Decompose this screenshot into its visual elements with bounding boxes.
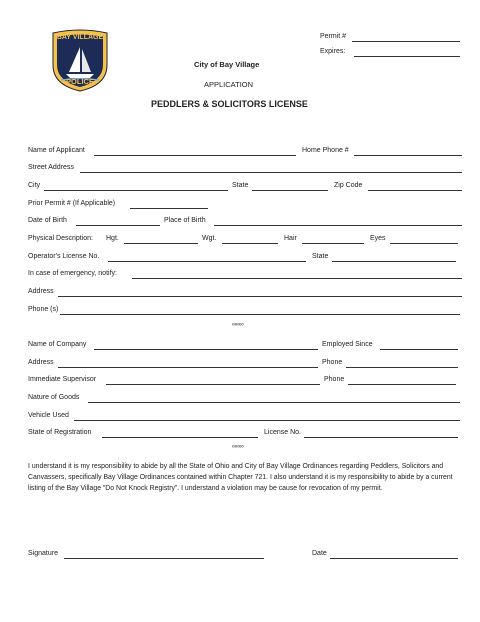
operators-license-input[interactable] [108,261,306,262]
city-title: City of Bay Village [194,60,260,69]
emergency-input[interactable] [132,278,462,279]
emergency-phone-input[interactable] [60,314,460,315]
home-phone-label: Home Phone # [302,147,349,154]
hair-label: Hair [284,235,297,242]
prior-permit-label: Prior Permit # (If Applicable) [28,200,116,207]
logo-top-text: BAY VILLAGE [56,34,104,41]
applicant-name-label: Name of Applicant [28,147,85,154]
state-input[interactable] [252,190,328,191]
police-badge-logo [49,29,111,93]
permit-label: Permit # [320,33,347,40]
street-address-label: Street Address [28,164,74,171]
registration-state-label: State of Registration [28,429,92,436]
state-label: State [232,182,249,189]
license-state-label: State [312,253,329,260]
eyes-label: Eyes [370,235,386,242]
vehicle-used-input[interactable] [74,420,460,421]
company-name-input[interactable] [94,349,318,350]
emergency-phone-label: Phone (s) [28,306,59,313]
home-phone-input[interactable] [354,155,462,156]
supervisor-label: Immediate Supervisor [28,376,97,383]
emergency-address-label: Address [28,288,54,295]
employed-since-label: Employed Since [322,341,373,348]
logo-bottom-text: POLICE [66,77,94,86]
nature-of-goods-label: Nature of Goods [28,394,80,401]
wgt-label: Wgt. [202,235,217,242]
hgt-input[interactable] [124,243,198,244]
wgt-input[interactable] [222,243,278,244]
supervisor-input[interactable] [106,384,320,385]
company-address-label: Address [28,359,54,366]
zip-input[interactable] [368,190,462,191]
section-separator: ∞∞∞ [232,444,244,450]
permit-input[interactable] [352,41,460,42]
supervisor-phone-input[interactable] [348,384,456,385]
responsibility-statement: I understand it is my responsibility to abide by all the State of Ohio and City of Bay Village Ordinances regarding Peddlers, Solicitors and Canvassers, specifically Bay Village Ordinances contained within Chapter 721. I also understand it is my responsibility to abide by a current listing of the Bay Village “Do Not Knock Registry”. I understand a violation may be cause for revocation of my permit. [28,463,453,493]
signature-label: Signature [28,550,58,557]
employed-since-input[interactable] [380,349,458,350]
license-no-label: License No. [264,429,301,436]
company-phone-input[interactable] [346,367,458,368]
physical-description-label: Physical Description: [28,235,93,242]
date-label: Date [312,550,327,557]
company-address-input[interactable] [58,367,318,368]
company-name-label: Name of Company [28,341,87,348]
emergency-address-input[interactable] [58,296,462,297]
place-of-birth-input[interactable] [214,225,462,226]
date-input[interactable] [330,558,458,559]
dob-input[interactable] [76,225,160,226]
city-input[interactable] [44,190,228,191]
supervisor-phone-label: Phone [324,376,345,383]
nature-of-goods-input[interactable] [88,402,460,403]
hgt-label: Hgt. [106,235,119,242]
expires-input[interactable] [354,56,460,57]
application-title: APPLICATION [204,80,254,89]
place-of-birth-label: Place of Birth [164,217,206,224]
street-address-input[interactable] [80,172,462,173]
eyes-input[interactable] [390,243,458,244]
license-no-input[interactable] [304,437,458,438]
dob-label: Date of Birth [28,217,67,224]
city-label: City [28,182,41,189]
license-title: PEDDLERS & SOLICITORS LICENSE [151,99,308,109]
signature-input[interactable] [64,558,264,559]
zip-label: Zip Code [334,182,363,189]
hair-input[interactable] [302,243,364,244]
company-phone-label: Phone [322,359,343,366]
operators-license-label: Operator's License No. [28,253,100,260]
license-state-input[interactable] [332,261,456,262]
expires-label: Expires: [320,48,346,55]
registration-state-input[interactable] [102,437,258,438]
emergency-label: In case of emergency, notify: [28,270,117,277]
section-separator: ∞∞∞ [232,322,244,328]
vehicle-used-label: Vehicle Used [28,412,69,419]
applicant-name-input[interactable] [94,155,296,156]
prior-permit-input[interactable] [130,208,208,209]
